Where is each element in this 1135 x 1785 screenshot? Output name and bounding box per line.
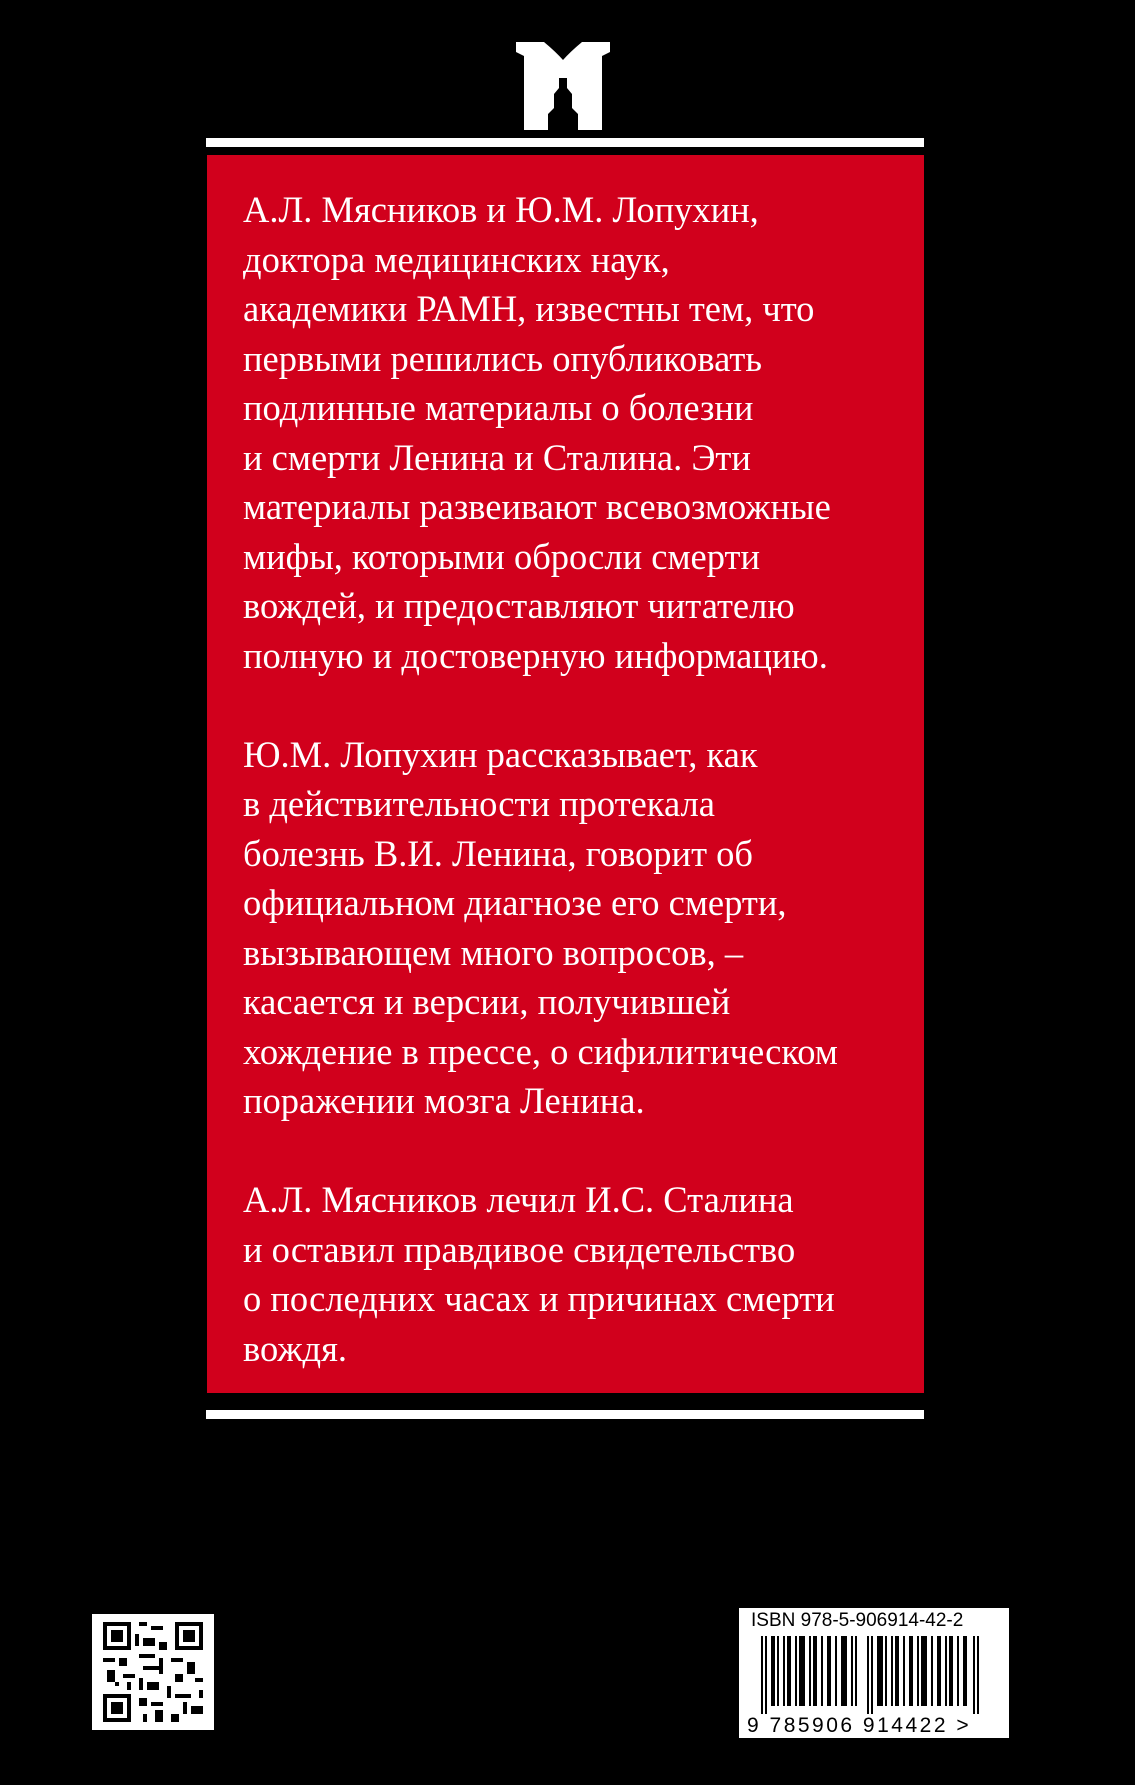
publisher-m-logo-icon <box>514 38 612 132</box>
annotation-paragraph-1: А.Л. Мясников и Ю.М. Лопухин, доктора медицинских наук, академики РАМН, известны тем, что первыми решились опубликовать подлинные материалы о болезни и смерти Ленина и Сталина. Эти материалы развеивают всевозможные мифы, которыми обросли смерти вождей, и предоставляют читателю полную и достоверную информацию. <box>243 189 831 676</box>
top-rule <box>206 138 924 147</box>
annotation-paragraph-2: Ю.М. Лопухин рассказывает, как в действительности протекала болезнь В.И. Ленина, говорит об официальном диагнозе его смерти, вызывающем много вопросов, – касается и версии, получившей хождение в прессе, о сифилитическом поражении мозга Ленина. <box>243 733 838 1121</box>
barcode-bars-icon <box>761 1636 981 1714</box>
ean-digits: 9 785906 914422 > <box>747 1714 972 1737</box>
isbn-label: ISBN 978-5-906914-42-2 <box>751 1610 964 1631</box>
annotation-paragraph-3: А.Л. Мясников лечил И.С. Сталина и оставил правдивое свидетельство о последних часах и причинах смерти вождя. <box>243 1179 835 1369</box>
annotation-text <box>243 185 913 1373</box>
qr-code-icon <box>92 1614 214 1730</box>
bottom-rule <box>206 1410 924 1419</box>
isbn-barcode <box>739 1608 1009 1738</box>
